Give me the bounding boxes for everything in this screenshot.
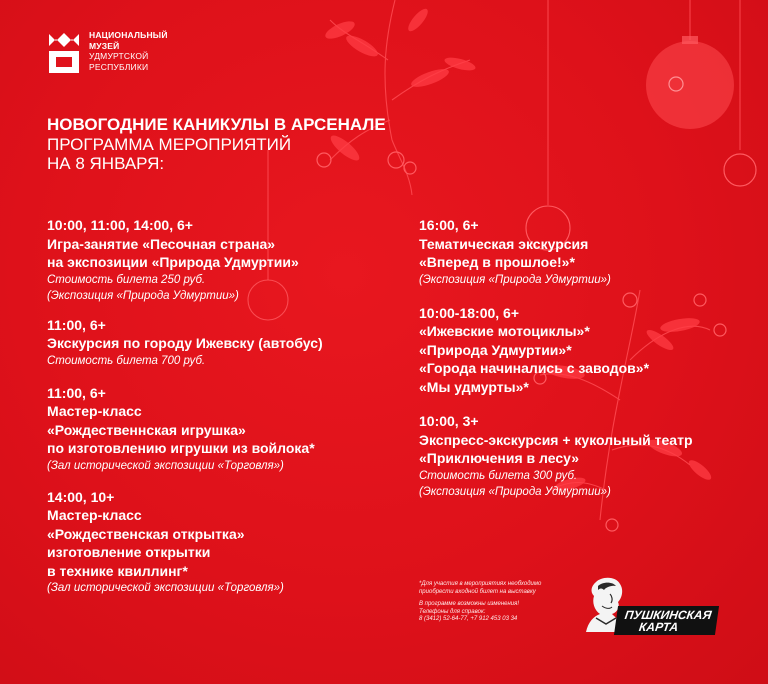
pushkin-card-label	[614, 606, 719, 635]
event-time: 16:00, 6+	[419, 217, 479, 233]
event-title: Экспресс-экскурсия + кукольный театр	[419, 431, 693, 448]
museum-name	[89, 30, 168, 72]
event-location: (Зал исторической экспозиции «Торговля»)	[47, 459, 284, 472]
event-title: Экскурсия по городу Ижевску (автобус)	[47, 335, 323, 351]
event-title: Тематическая экскурсия	[419, 235, 589, 252]
event-time: 11:00, 6+	[47, 384, 106, 401]
event-title: Мастер-класс	[47, 507, 142, 523]
events-left-column	[47, 216, 323, 596]
event-time: 11:00, 6+	[47, 316, 106, 333]
event-title: по изготовлению игрушки из войлока*	[47, 440, 315, 456]
footnote-line: *Для участия в мероприятиях необходимо	[419, 581, 542, 587]
heading-title: НОВОГОДНИЕ КАНИКУЛЫ В АРСЕНАЛЕ	[47, 115, 386, 134]
event-title: «Природа Удмуртии»*	[419, 341, 572, 358]
event-item	[47, 216, 323, 304]
museum-name-line: УДМУРТСКОЙ	[89, 51, 149, 61]
event-title: Игра-занятие «Песочная страна»	[47, 235, 276, 252]
event-time: 10:00, 3+	[419, 413, 479, 429]
pushkin-card-line: КАРТА	[638, 620, 680, 634]
event-item	[419, 412, 693, 500]
event-location: (Зал исторической экспозиции «Торговля»)	[47, 582, 284, 594]
event-item	[47, 488, 323, 597]
event-location: (Экспозиция «Природа Удмуртии»)	[419, 273, 611, 286]
event-title: «Мы удмурты»*	[419, 378, 529, 395]
footnote-line: В программе возможны изменения!	[419, 601, 519, 607]
event-title: «Вперед в прошлое!»*	[419, 254, 575, 270]
museum-logo-icon	[47, 32, 81, 76]
program-heading	[47, 115, 386, 174]
museum-logo	[47, 30, 168, 76]
footnote	[419, 581, 541, 624]
museum-name-line: РЕСПУБЛИКИ	[89, 61, 149, 72]
heading-subtitle: ПРОГРАММА МЕРОПРИЯТИЙ	[47, 134, 292, 154]
event-location: (Экспозиция «Природа Удмуртии»)	[419, 485, 611, 498]
museum-name-line: МУЗЕЙ	[89, 40, 120, 51]
event-item	[419, 216, 693, 288]
museum-name-line: НАЦИОНАЛЬНЫЙ	[89, 30, 168, 40]
event-time: 10:00-18:00, 6+	[419, 304, 520, 321]
event-time: 14:00, 10+	[47, 488, 115, 505]
event-title: Мастер-класс	[47, 403, 142, 419]
event-title: «Ижевские мотоциклы»*	[419, 323, 590, 339]
event-item	[47, 384, 323, 474]
heading-date: НА 8 ЯНВАРЯ:	[47, 154, 165, 173]
event-price: Стоимость билета 250 руб.	[47, 273, 206, 286]
pushkin-card-line: ПУШКИНСКАЯ	[623, 608, 713, 622]
event-location: (Экспозиция «Природа Удмуртии»)	[47, 289, 239, 302]
event-price: Стоимость билета 300 руб.	[419, 469, 578, 482]
event-item	[47, 316, 323, 369]
event-title: в технике квиллинг*	[47, 562, 188, 579]
event-title: «Рождественская открытка»	[47, 525, 245, 542]
event-title: «Города начинались с заводов»*	[419, 360, 650, 376]
event-title: «Рождественнская игрушка»	[47, 421, 246, 438]
footnote-line: приобрести входной билет на выставку	[419, 588, 536, 595]
event-time: 10:00, 11:00, 14:00, 6+	[47, 217, 193, 233]
event-title: «Приключения в лесу»	[419, 450, 580, 466]
footnote-line: Телефоны для справок:	[419, 608, 486, 615]
events-right-column	[419, 216, 693, 500]
pushkin-card-logo	[582, 576, 752, 632]
event-title: на экспозиции «Природа Удмуртии»	[47, 254, 299, 270]
event-title: изготовление открытки	[47, 544, 211, 560]
event-item	[419, 304, 693, 397]
footnote-phones: 8 (3412) 52-64-77, +7 912 453 03 34	[419, 616, 518, 622]
event-price: Стоимость билета 700 руб.	[47, 354, 206, 367]
